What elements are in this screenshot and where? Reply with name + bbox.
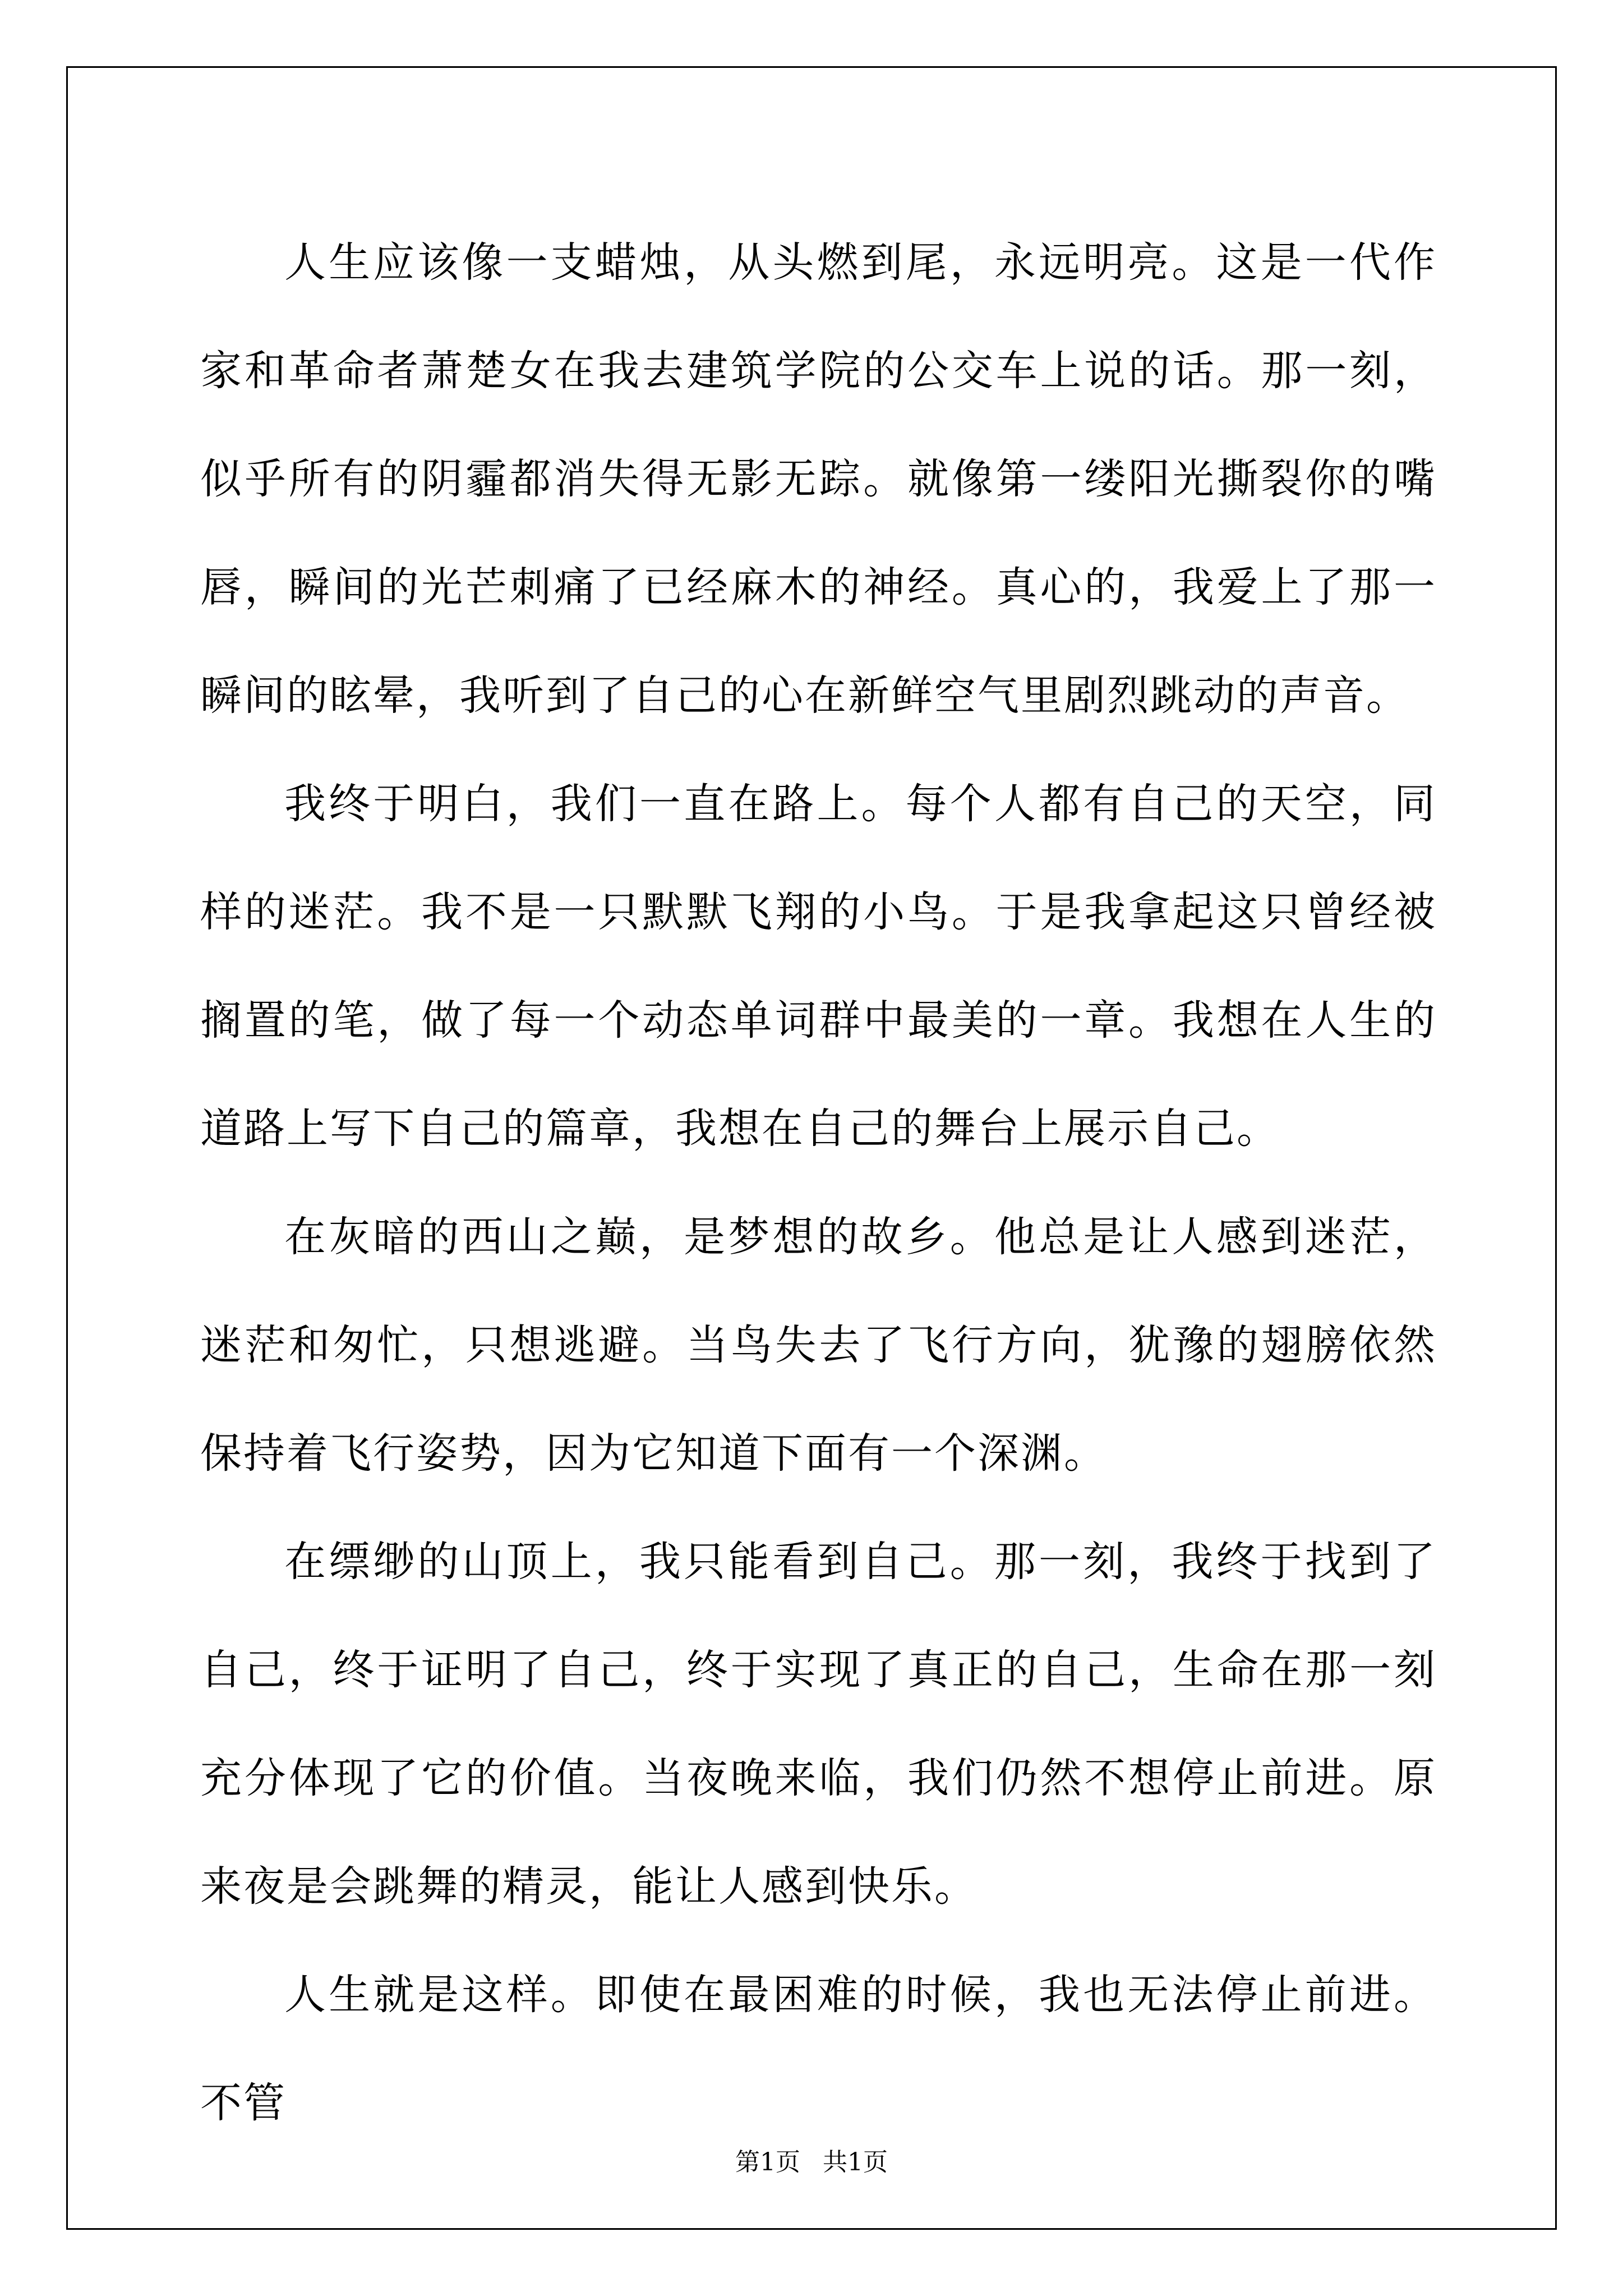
paragraph-5: 人生就是这样。即使在最困难的时候，我也无法停止前进。不管	[200, 1971, 1437, 2127]
paragraph-3: 在灰暗的西山之巅，是梦想的故乡。他总是让人感到迷茫，迷茫和匆忙，只想逃避。当鸟失去了飞行方向，犹豫的翅膀依然保持着飞行姿势，因为它知道下面有一个深渊。	[200, 1213, 1437, 1478]
page-number-current: 第1页	[735, 2148, 800, 2177]
paragraph-1: 人生应该像一支蜡烛，从头燃到尾，永远明亮。这是一代作家和革命者萧楚女在我去建筑学院的公交车上说的话。那一刻，似乎所有的阴霾都消失得无影无踪。就像第一缕阳光撕裂你的嘴唇，瞬间的光芒刺痛了已经麻木的神经。真心的，我爱上了那一瞬间的眩晕，我听到了自己的心在新鲜空气里剧烈跳动的声音。	[200, 238, 1437, 720]
page-number-total: 共1页	[823, 2148, 888, 2177]
paragraph-2: 我终于明白，我们一直在路上。每个人都有自己的天空，同样的迷茫。我不是一只默默飞翔的小鸟。于是我拿起这只曾经被搁置的笔，做了每一个动态单词群中最美的一章。我想在人生的道路上写下自己的篇章，我想在自己的舞台上展示自己。	[200, 780, 1437, 1153]
paragraph-4: 在缥缈的山顶上，我只能看到自己。那一刻，我终于找到了自己，终于证明了自己，终于实现了真正的自己，生命在那一刻充分体现了它的价值。当夜晚来临，我们仍然不想停止前进。原来夜是会跳舞的精灵，能让人感到快乐。	[200, 1538, 1437, 1911]
document-body	[200, 209, 1437, 2157]
page-footer	[0, 2146, 1623, 2179]
